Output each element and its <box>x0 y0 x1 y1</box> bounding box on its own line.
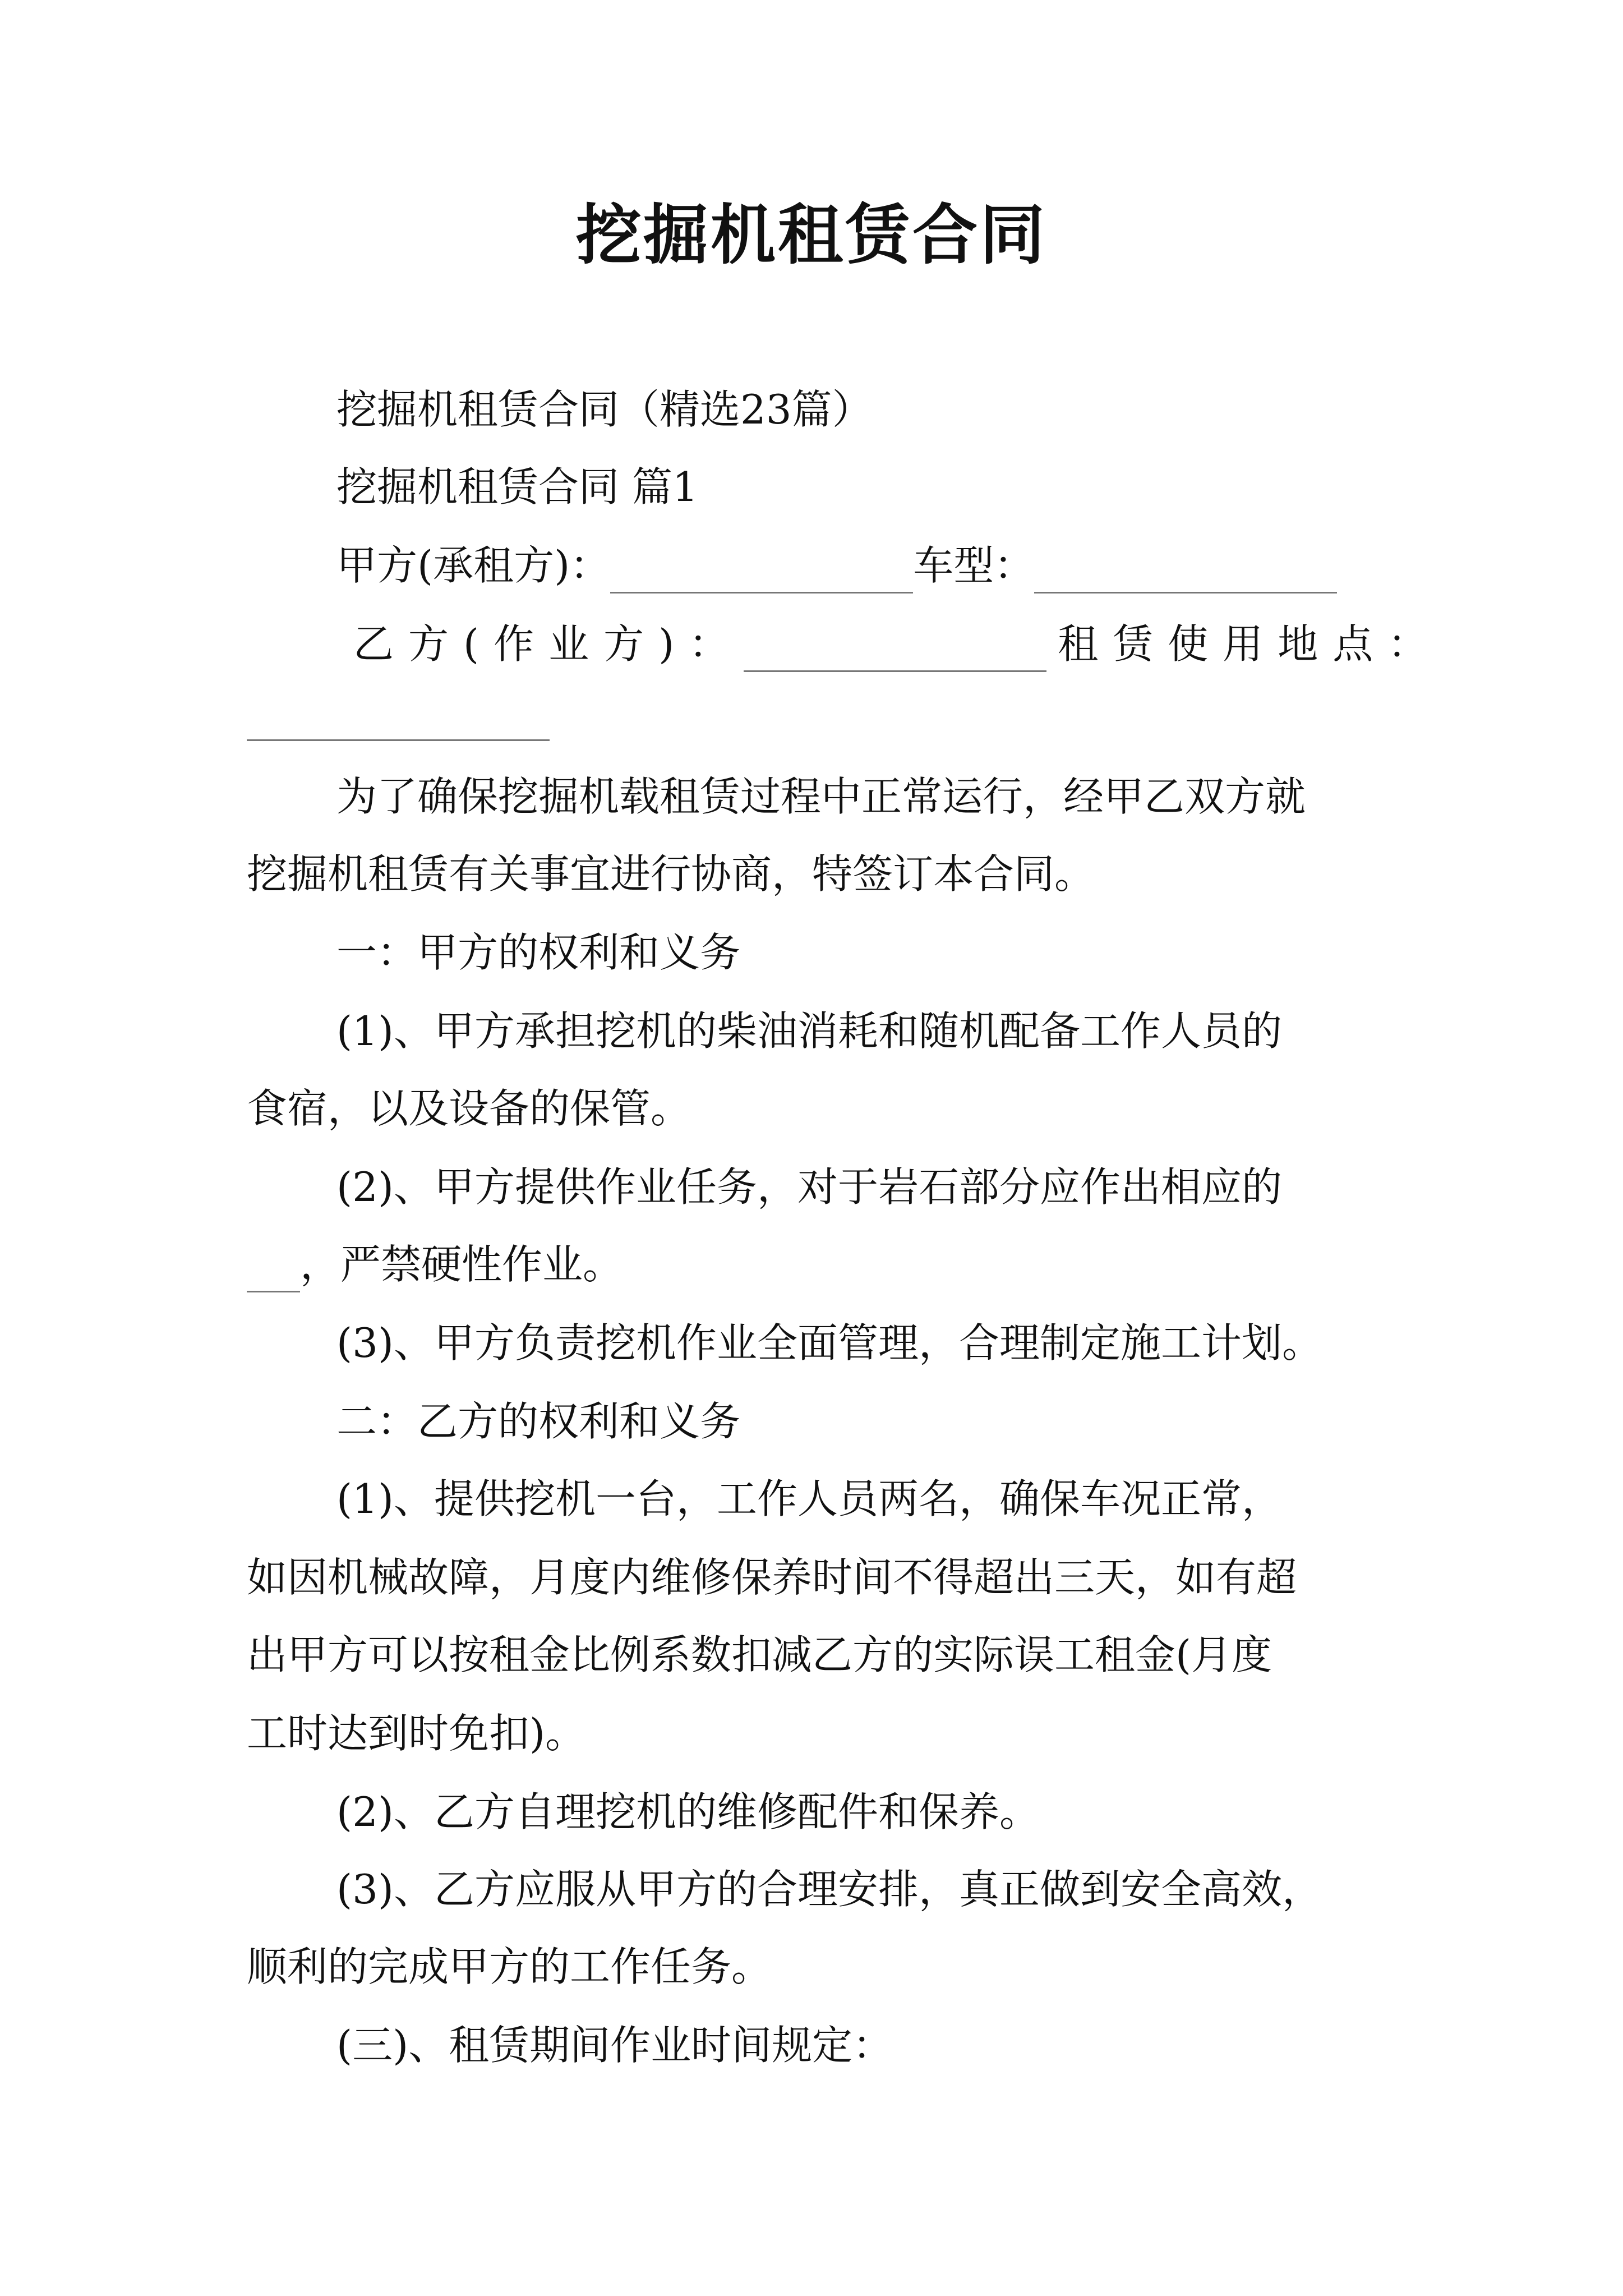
party-b-row <box>353 616 1442 672</box>
intro-line-1: 为了确保挖掘机载租赁过程中正常运行，经甲乙双方就 <box>336 773 1306 820</box>
intro-line-2: 挖掘机租赁有关事宜进行协商，特签订本合同。 <box>247 850 1095 898</box>
party-b-blank <box>744 625 1046 672</box>
vehicle-blank <box>1034 547 1337 593</box>
clause-a3-line-1: (3)、甲方负责挖机作业全面管理，合理制定施工计划。 <box>336 1319 1322 1366</box>
party-a-label: 甲方(承租方)： <box>336 542 611 589</box>
heading-party-a-rights: 一：甲方的权利和义务 <box>336 929 741 976</box>
clause-a2-text: ，严禁硬性作业。 <box>300 1241 624 1288</box>
clause-b2-line-1: (2)、乙方自理挖机的维修配件和保养。 <box>336 1788 1040 1835</box>
section-heading: 挖掘机租赁合同 篇1 <box>336 463 698 510</box>
clause-a2-line-2 <box>247 1236 623 1292</box>
clause-a1-line-1: (1)、甲方承担挖机的柴油消耗和随机配备工作人员的 <box>336 1007 1282 1055</box>
clause-b1-line-2: 如因机械故障，月度内维修保养时间不得超出三天，如有超 <box>247 1554 1297 1601</box>
heading-work-hours: (三)、租赁期间作业时间规定： <box>336 2022 893 2069</box>
location-blank <box>247 739 550 741</box>
heading-party-b-rights: 二：乙方的权利和义务 <box>336 1398 741 1445</box>
clause-b3-line-2: 顺利的完成甲方的工作任务。 <box>247 1943 772 1990</box>
clause-a1-line-2: 食宿，以及设备的保管。 <box>247 1085 691 1132</box>
document-title: 挖掘机租赁合同 <box>576 197 1047 273</box>
clause-a2-blank <box>247 1246 300 1292</box>
clause-a2-line-1: (2)、甲方提供作业任务，对于岩石部分应作出相应的 <box>336 1163 1282 1211</box>
clause-b1-line-4: 工时达到时免扣)。 <box>247 1710 586 1757</box>
clause-b1-line-3: 出甲方可以按租金比例系数扣减乙方的实际误工租金(月度 <box>247 1631 1272 1678</box>
location-label: 租赁使用地点： <box>1058 620 1443 668</box>
document-subtitle: 挖掘机租赁合同（精选23篇） <box>336 386 873 433</box>
party-b-label: 乙方(作业方)： <box>353 620 744 668</box>
clause-b1-line-1: (1)、提供挖机一台，工作人员两名，确保车况正常， <box>336 1475 1282 1522</box>
party-a-row <box>336 537 1337 593</box>
vehicle-label: 车型： <box>913 542 1035 589</box>
party-a-blank <box>610 547 913 593</box>
clause-b3-line-1: (3)、乙方应服从甲方的合理安排，真正做到安全高效， <box>336 1866 1322 1913</box>
